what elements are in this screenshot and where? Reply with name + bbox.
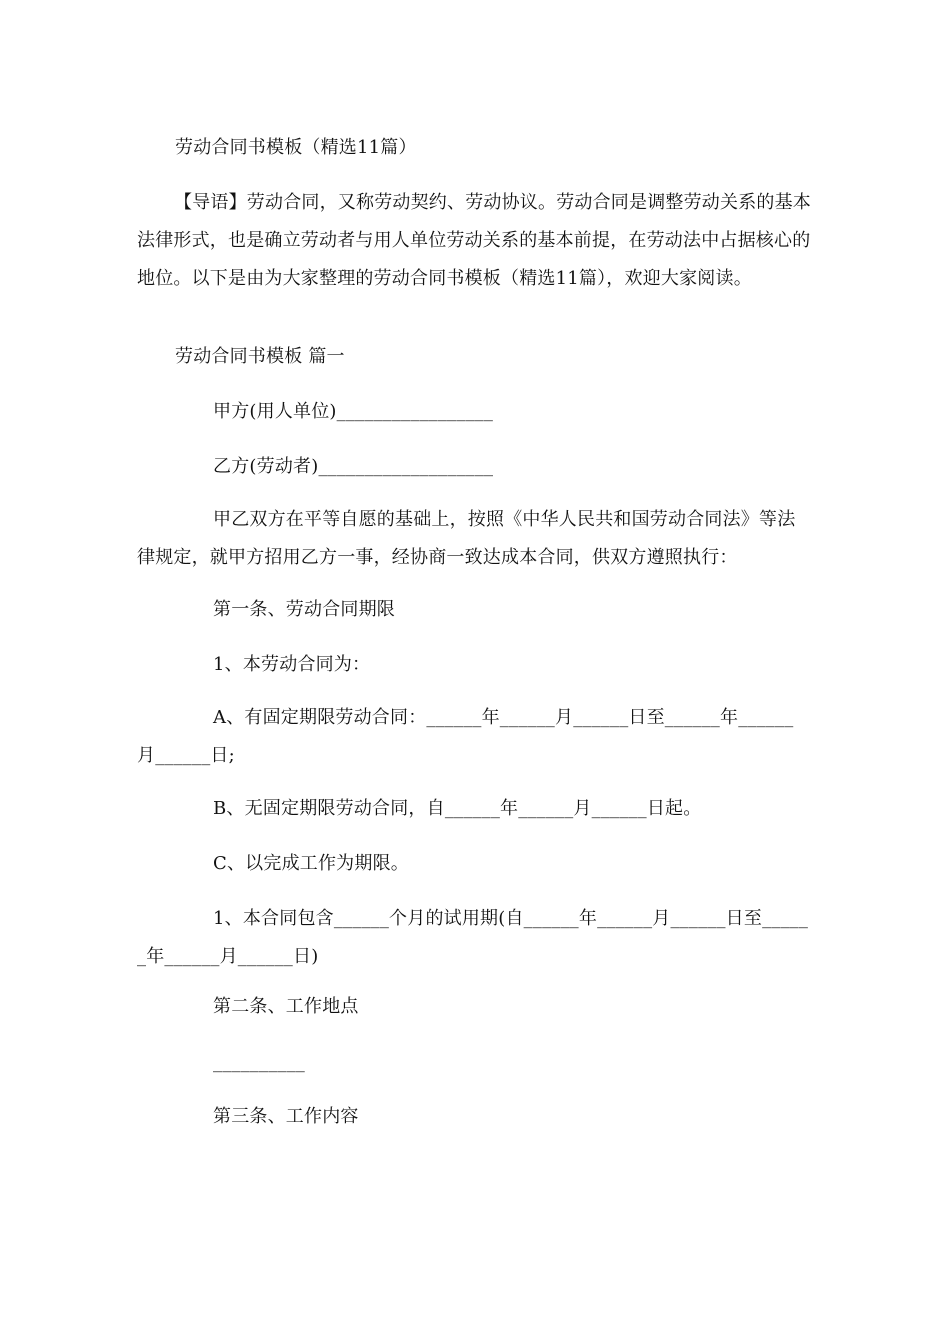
intro-paragraph: 【导语】劳动合同，又称劳动契约、劳动协议。劳动合同是调整劳动关系的基本法律形式，也是确立劳动者与用人单位劳动关系的基本前提，在劳动法中占据核心的地位。以下是由为大家整理的劳动合同书模板（精选11篇），欢迎大家阅读。 — [137, 192, 811, 289]
article-1-item-1: 1、本劳动合同为： — [213, 654, 371, 675]
article-2-blank: __________ — [213, 1052, 305, 1073]
article-1-title: 第一条、劳动合同期限 — [213, 599, 395, 620]
party-b-line: 乙方(劳动者)___________________ — [213, 456, 494, 477]
document-title: 劳动合同书模板（精选11篇） — [175, 137, 417, 158]
probation-paragraph: 1、本合同包含______个月的试用期(自______年______月______日至______年______月______日) — [137, 908, 809, 967]
party-a-line: 甲方(用人单位)_________________ — [213, 401, 494, 422]
option-c-line: C、以完成工作为期限。 — [213, 853, 409, 874]
article-2-title: 第二条、工作地点 — [213, 996, 359, 1017]
option-a-paragraph: A、有固定期限劳动合同：______年______月______日至______年______月______日; — [137, 707, 794, 766]
preamble-paragraph: 甲乙双方在平等自愿的基础上，按照《中华人民共和国劳动合同法》等法律规定，就甲方招用乙方一事，经协商一致达成本合同，供双方遵照执行： — [137, 509, 796, 568]
section-heading: 劳动合同书模板 篇一 — [175, 346, 345, 367]
option-b-line: B、无固定期限劳动合同，自______年______月______日起。 — [213, 798, 702, 819]
article-3-title: 第三条、工作内容 — [213, 1106, 359, 1127]
